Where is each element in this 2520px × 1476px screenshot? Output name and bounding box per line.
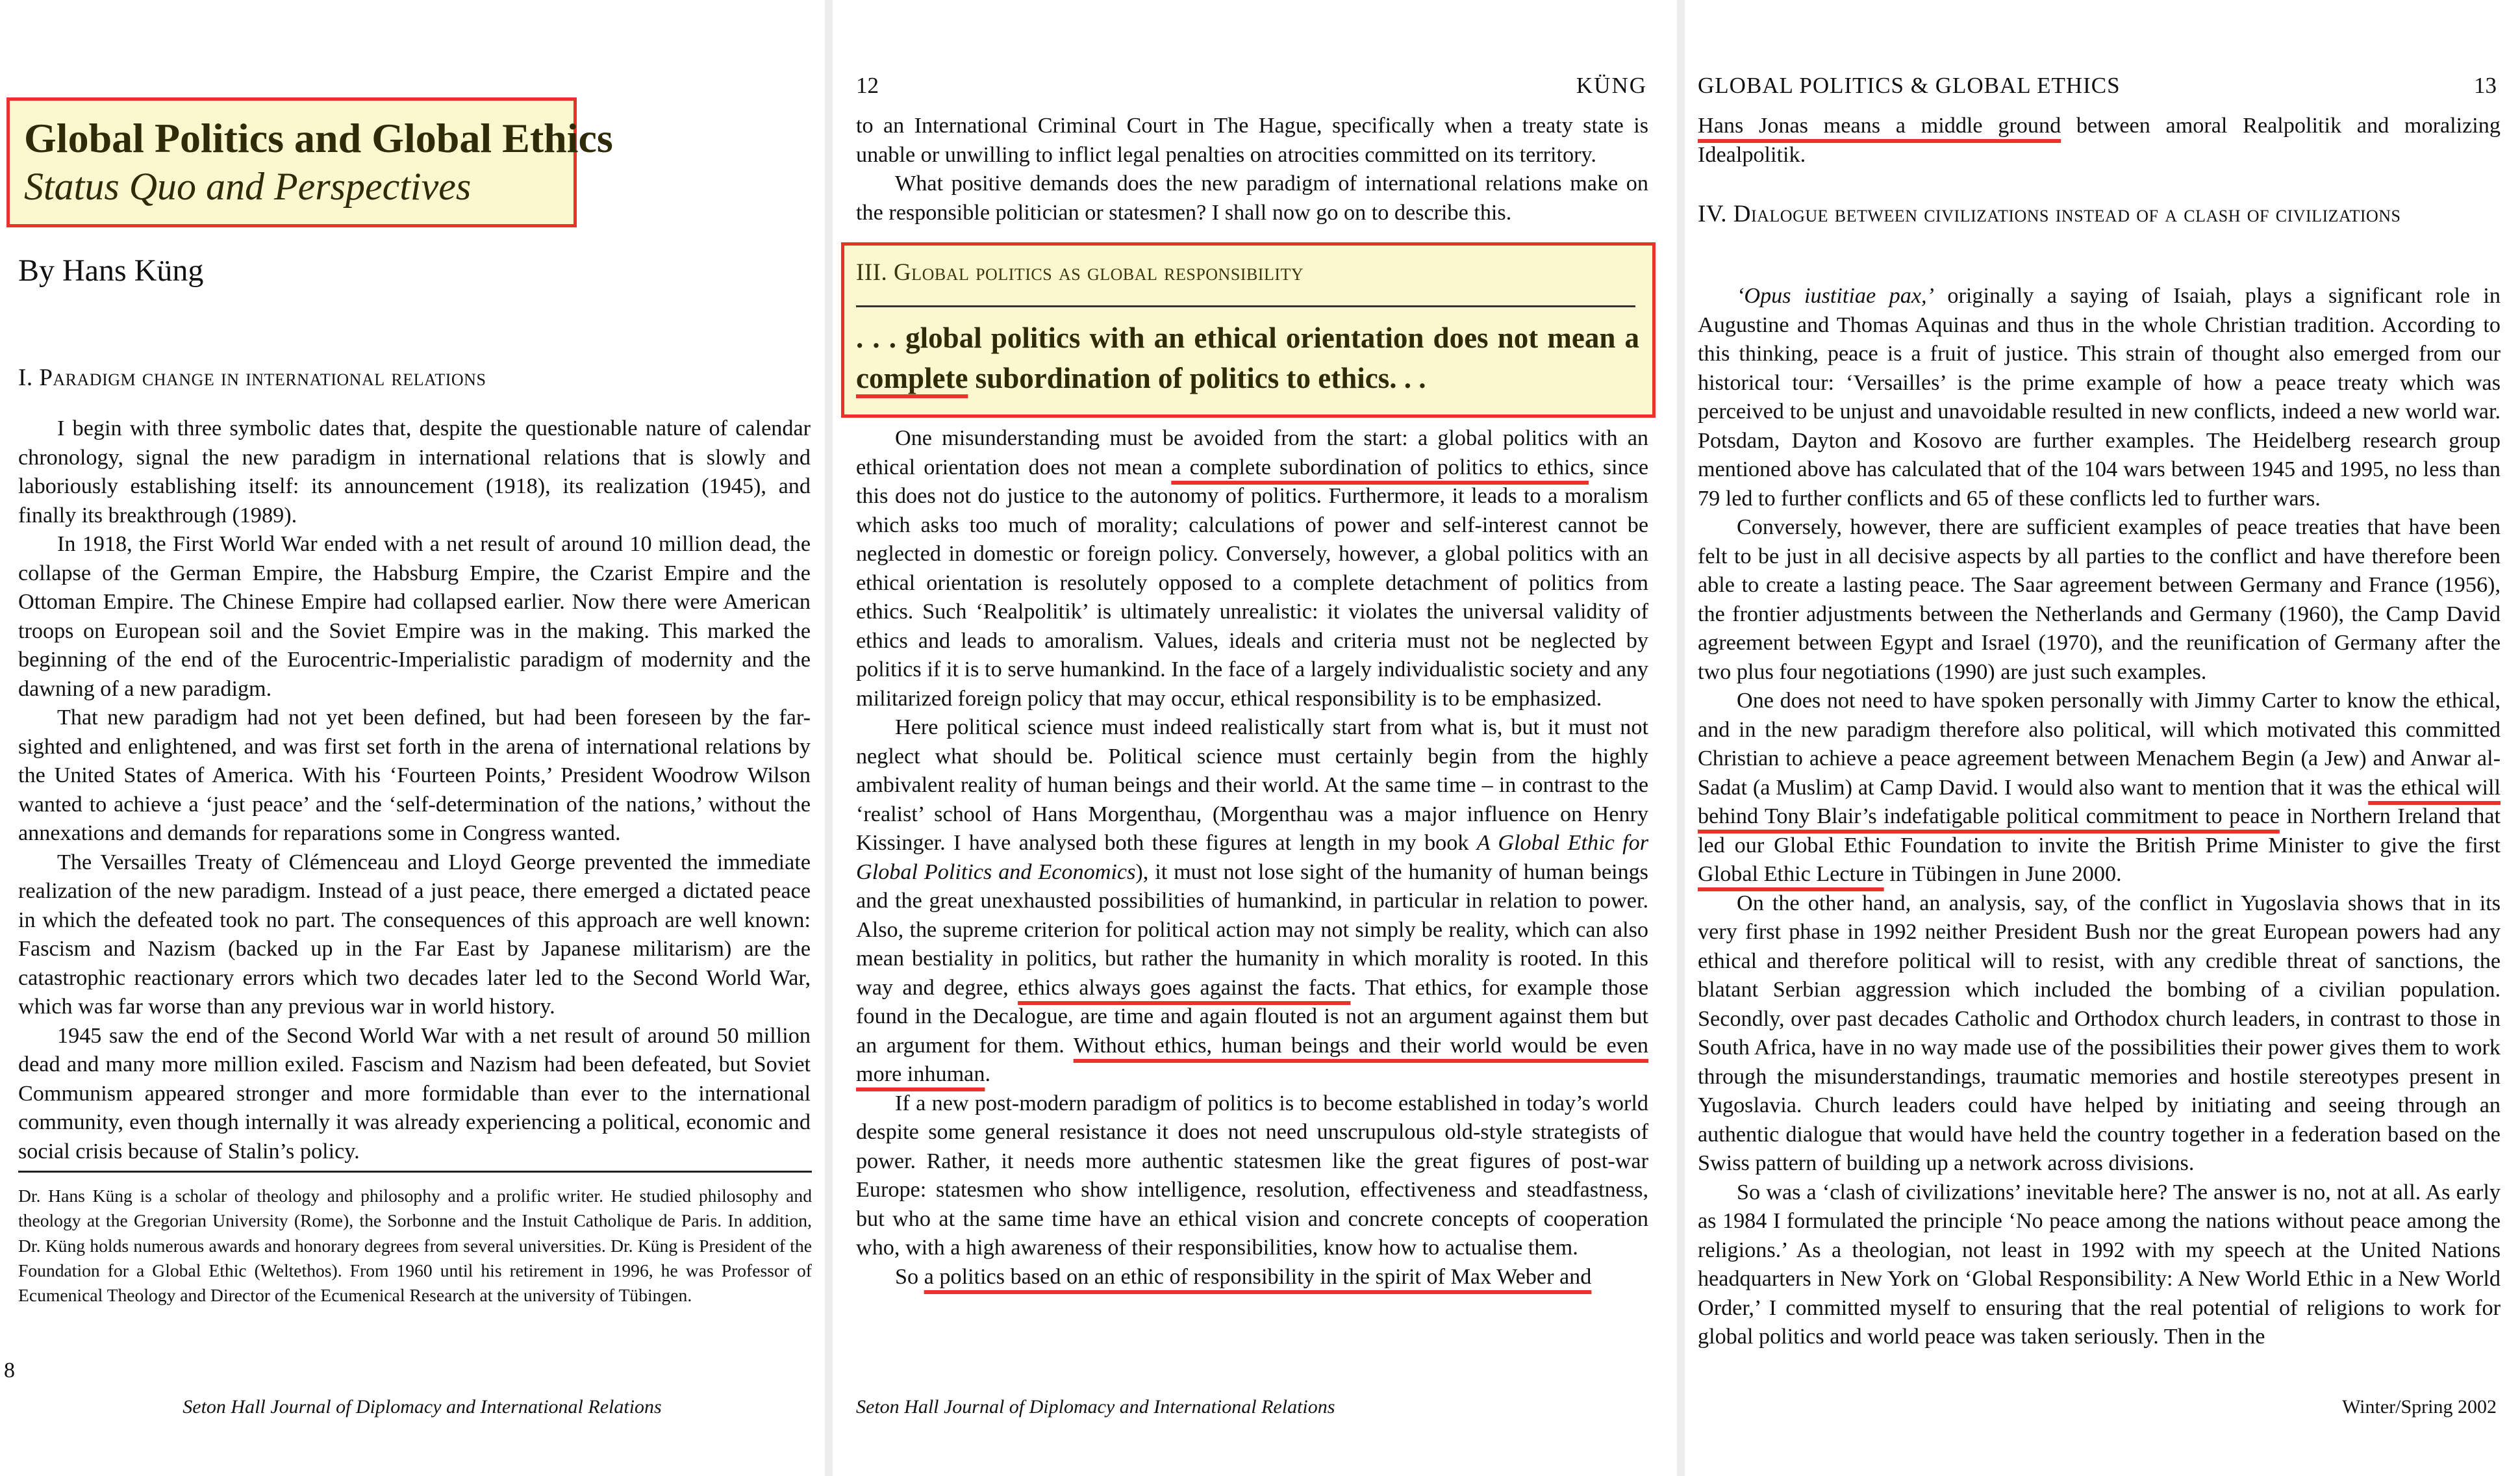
pull-quote-underlined: complete: [856, 362, 968, 394]
text-run: between amoral Realpolitik and moralizing Idealpolitik.: [1698, 114, 2501, 167]
paragraph: Conversely, however, there are sufficient examples of peace treaties that have been felt to be just in all decisive aspects by all parties to the conflict and have therefore been able to create a lasting peace. The Saar agreement between Germany and France (1956), the frontier adjustments between the Netherlands and Germany (1960), the Camp David agreement between Egypt and Israel (1970), and the reunification of Germany after the two plus four negotiations (1990) are just such examples.: [1698, 515, 2501, 684]
text-run: originally a saying of Isaiah, plays a significant role in Augustine and Thomas Aquinas and thus in the whole Christian tradition. According to this thinking, peace is a fruit of justice. This strain of thought also emerged from our historical tour: ‘Versailles’ is the prime example of how a peace treaty which was perceived to be unjust and unavoidable resulted in new conflicts, indeed a new world war. Potsdam, Dayton and Kosovo are further examples. The Heidelberg research group mentioned above has calculated that of the 104 wars between 1945 and 1995, no less than 79 led to further conflicts and 65 of these conflicts led to further wars.: [1698, 284, 2501, 511]
text-run: .: [985, 1062, 990, 1086]
paragraph: to an International Criminal Court in The Hague, specifically when a treaty state is unable or unwilling to inflict legal penalties on atrocities committed on its territory.: [856, 114, 1648, 167]
book-title: A Global Ethic for Global Politics and Economics: [856, 831, 1648, 884]
page-number: 8: [4, 1358, 15, 1382]
title-highlight-box: [6, 97, 613, 227]
journal-footer-text: Seton Hall Journal of Diplomacy and International Relations: [183, 1396, 662, 1418]
paragraph: If a new post-modern paradigm of politics is to become established in today’s world despite some general resistance it does not need unscrupulous old-style strategists of power. Rather, it needs more authentic statesmen like the great figures of post-war Europe: statesmen who show intelligence, resolution, effectiveness and steadfastness, but who at the same time have an ethical vision and concrete concepts of cooperation who, with a high awareness of their responsibilities, know how to actualise them.: [856, 1091, 1648, 1260]
text-run: One misunderstanding must be avoided from the start: a global politics with an ethical orientation does not mean: [856, 426, 1648, 479]
byline: By Hans Küng: [18, 253, 204, 288]
page-12-body: [856, 424, 1648, 1292]
journal-footer: Winter/Spring 2002: [2342, 1396, 2497, 1418]
page-13-body: [1698, 282, 2501, 1352]
page-13: [1685, 0, 2520, 1476]
paragraph: [856, 424, 1648, 713]
article-subtitle: Status Quo and Perspectives: [24, 165, 472, 208]
paragraph: [856, 1263, 1648, 1292]
underlined-phrase: Hans Jonas means a middle ground: [1698, 114, 2061, 138]
page-12-top-text: [856, 112, 1648, 227]
journal-footer: Seton Hall Journal of Diplomacy and International Relations: [856, 1396, 1335, 1418]
text-run: . That ethics, for example those found in the Decalogue, are time and again flouted is not an argument against them but an argument for them.: [856, 975, 1648, 1058]
author-bio-footnote: Dr. Hans Küng is a scholar of theology and philosophy and a prolific writer. He studied philosophy and theology at the Gregorian University (Rome), the Sorbonne and the Instuit Catholique de Paris. In addition, Dr. Küng holds numerous awards and honorary degrees from several universities. Dr. Küng is President of the Foundation for a Global Ethic (Weltethos). From 1960 until his retirement in 1996, he was Professor of Ecumenical Theology and Director of the Ecumenical Research at the university of Tübingen.: [18, 1186, 812, 1306]
paragraph: [1698, 282, 2501, 513]
page-12: [833, 0, 1677, 1476]
paragraph: [856, 713, 1648, 1089]
underlined-phrase: a complete subordination of politics to ethics: [1171, 455, 1589, 479]
text-run: in Northern Ireland that led our Global Ethic Foundation to invite the British Prime Minister to give the first: [1698, 804, 2501, 858]
paragraph: That new paradigm had not yet been defined, but had been foreseen by the far-sighted and enlightened, and was first set forth in the arena of international relations by the United States of America. With his ‘Fourteen Points,’ President Woodrow Wilson wanted to achieve a ‘just peace’ and the ‘self-determination of the nations,’ without the annexations and demands for reparations some in Congress wanted.: [18, 706, 811, 845]
text-run: , since this does not do justice to the autonomy of politics. Furthermore, it leads to a moralism which asks too much of morality; calculations of power and self-interest cannot be neglected in domestic or foreign policy. Conversely, however, a global politics with an ethical orientation is resolutely opposed to a complete detachment of politics from ethics. Such ‘Realpolitik’ is ultimately unrealistic: it violates the universal validity of ethics and leads to amoralism. Values, ideals and criteria must not be neglected by politics if it is to serve humankind. In the face of a largely individualistic society and any militarized foreign policy that may occur, ethical responsibility is to be emphasized.: [856, 455, 1648, 711]
paragraph: 1945 saw the end of the Second World War with a net result of around 50 million dead and many more million exiled. Fascism and Nazism had been defeated, but Soviet Communism appeared stronger and more formidable than ever to the international community, even though internally it was already experiencing a political, economic and social crisis because of Stalin’s policy.: [18, 1023, 811, 1164]
paragraph: [1698, 112, 2501, 170]
paragraph: What positive demands does the new paradigm of international relations make on the responsible politician or statesmen? I shall now go on to describe this.: [856, 172, 1648, 225]
page-number: 13: [2474, 73, 2497, 98]
page-number: 12: [856, 73, 879, 98]
paragraph: In 1918, the First World War ended with a net result of around 10 million dead, the collapse of the German Empire, the Habsburg Empire, the Czarist Empire and the Ottoman Empire. The Chinese Empire had collapsed earlier. Now there were American troops on European soil and the Soviet Empire was in the making. This marked the beginning of the end of the Eurocentric-Imperialistic paradigm of modernity and the dawning of a new paradigm.: [18, 532, 811, 701]
paragraph: So was a ‘clash of civilizations’ inevitable here? The answer is no, not at all. As early as 1984 I formulated the principle ‘No peace among the nations without peace among the religions.’ As a theologian, not least in 1992 with my speech at the United Nations headquarters in New York on ‘Global Responsibility: A New World Ethic in a New World Order,’ I committed myself to ensuring that the real potential of religions to work for global politics and world peace was taken seriously. Then in the: [1698, 1180, 2501, 1349]
page-8: [0, 0, 825, 1476]
text-run: ), it must not lose sight of the humanity of human beings and the great unexhausted possibilities of humankind, in particular in relation to power. Also, the supreme criterion for political action may not simply be reality, which can also mean bestiality in politics, but rather the humanity in which morality is rooted. In this way and degree,: [856, 859, 1648, 1000]
latin-quote: ‘Opus iustitiae pax,’: [1737, 284, 1934, 308]
pull-quote-start: . . . global politics with an ethical orientation does not mean a: [856, 322, 1639, 354]
paragraph: The Versailles Treaty of Clémenceau and Lloyd George prevented the immediate realization of the new paradigm. Instead of a just peace, there emerged a dictated peace in which the defeated took no part. The consequences of this approach are well known: Fascism and Nazism (backed up in the Far East by Japanese militarism) are the catastrophic reactionary errors which two decades later led to the Second World War, which was far worse than any previous war in world history.: [18, 850, 811, 1019]
underlined-phrase: a politics based on an ethic of responsibility in the spirit of Max Weber and: [924, 1264, 1592, 1289]
paragraph: I begin with three symbolic dates that, despite the questionable nature of calendar chronology, signal the new paradigm in international relations that is slowly and laboriously establishing itself: its announcement (1918), its realization (1945), and finally its breakthrough (1989).: [18, 416, 811, 528]
pull-quote: [856, 318, 1639, 398]
underlined-phrase: the ethical will behind Tony Blair’s indefatigable political commitment to peace: [1698, 775, 2501, 828]
section-heading-4: IV. Dialogue between civilizations instead of a clash of civilizations: [1698, 201, 2401, 227]
page-13-top-text: [1698, 112, 2501, 170]
heading-rule: [856, 305, 1635, 307]
section-heading-1: I. Paradigm change in international relations: [18, 364, 486, 391]
text-run: Here political science must indeed realistically start from what is, but it must not neglect what should be. Political science must certainly begin from the highly ambivalent reality of human beings and their world. At the same time – in contrast to the ‘realist’ school of Hans Morgenthau, (Morgenthau was a major influence on Henry Kissinger. I have analysed both these figures at length in my book: [856, 715, 1648, 855]
journal-footer: [0, 1394, 825, 1420]
paragraph: On the other hand, an analysis, say, of the conflict in Yugoslavia shows that in its very first phase in 1992 neither President Bush nor the great European powers had any ethical and therefore political will to resist, with any credible threat of sanctions, the blatant Serbian aggression which included the bombing of a civilian population. Secondly, over past decades Catholic and Orthodox church leaders, in contrast to those in South Africa, have in no way made use of the possibilities their power gives them to work through the misunderstandings, traumatic memories and hostile stereotypes present in Yugoslavia. Church leaders could have helped by initiating and seeing through an authentic dialogue that would have held the country together in a federation based on the Swiss pattern of building up a network across divisions.: [1698, 891, 2501, 1175]
text-run: in Tübingen in June 2000.: [1884, 862, 2122, 886]
footnote-divider: [18, 1171, 812, 1173]
text-run: So: [895, 1264, 924, 1289]
running-head: KÜNG: [1576, 73, 1647, 98]
article-title: Global Politics and Global Ethics: [24, 115, 613, 161]
paragraph: [1698, 687, 2501, 889]
running-head: GLOBAL POLITICS & GLOBAL ETHICS: [1698, 73, 2121, 98]
underlined-phrase: Without ethics, human beings and their world would be even more inhuman: [856, 1033, 1648, 1086]
section-heading-3: III. Global politics as global responsibility: [856, 259, 1304, 286]
text-run: One does not need to have spoken personally with Jimmy Carter to know the ethical, and in the new paradigm therefore also political, will which motivated this committed Christian to achieve a peace agreement between Menachem Begin (a Jew) and Anwar al-Sadat (a Muslim) at Camp David. I would also want to mention that it was: [1698, 689, 2501, 800]
underlined-phrase: Global Ethic Lecture: [1698, 862, 1884, 886]
pull-quote-end: subordination of politics to ethics. . .: [968, 362, 1426, 394]
section-highlight-box: [841, 242, 1656, 418]
page-8-body: [18, 414, 811, 1166]
underlined-phrase: ethics always goes against the facts: [1018, 975, 1351, 1000]
